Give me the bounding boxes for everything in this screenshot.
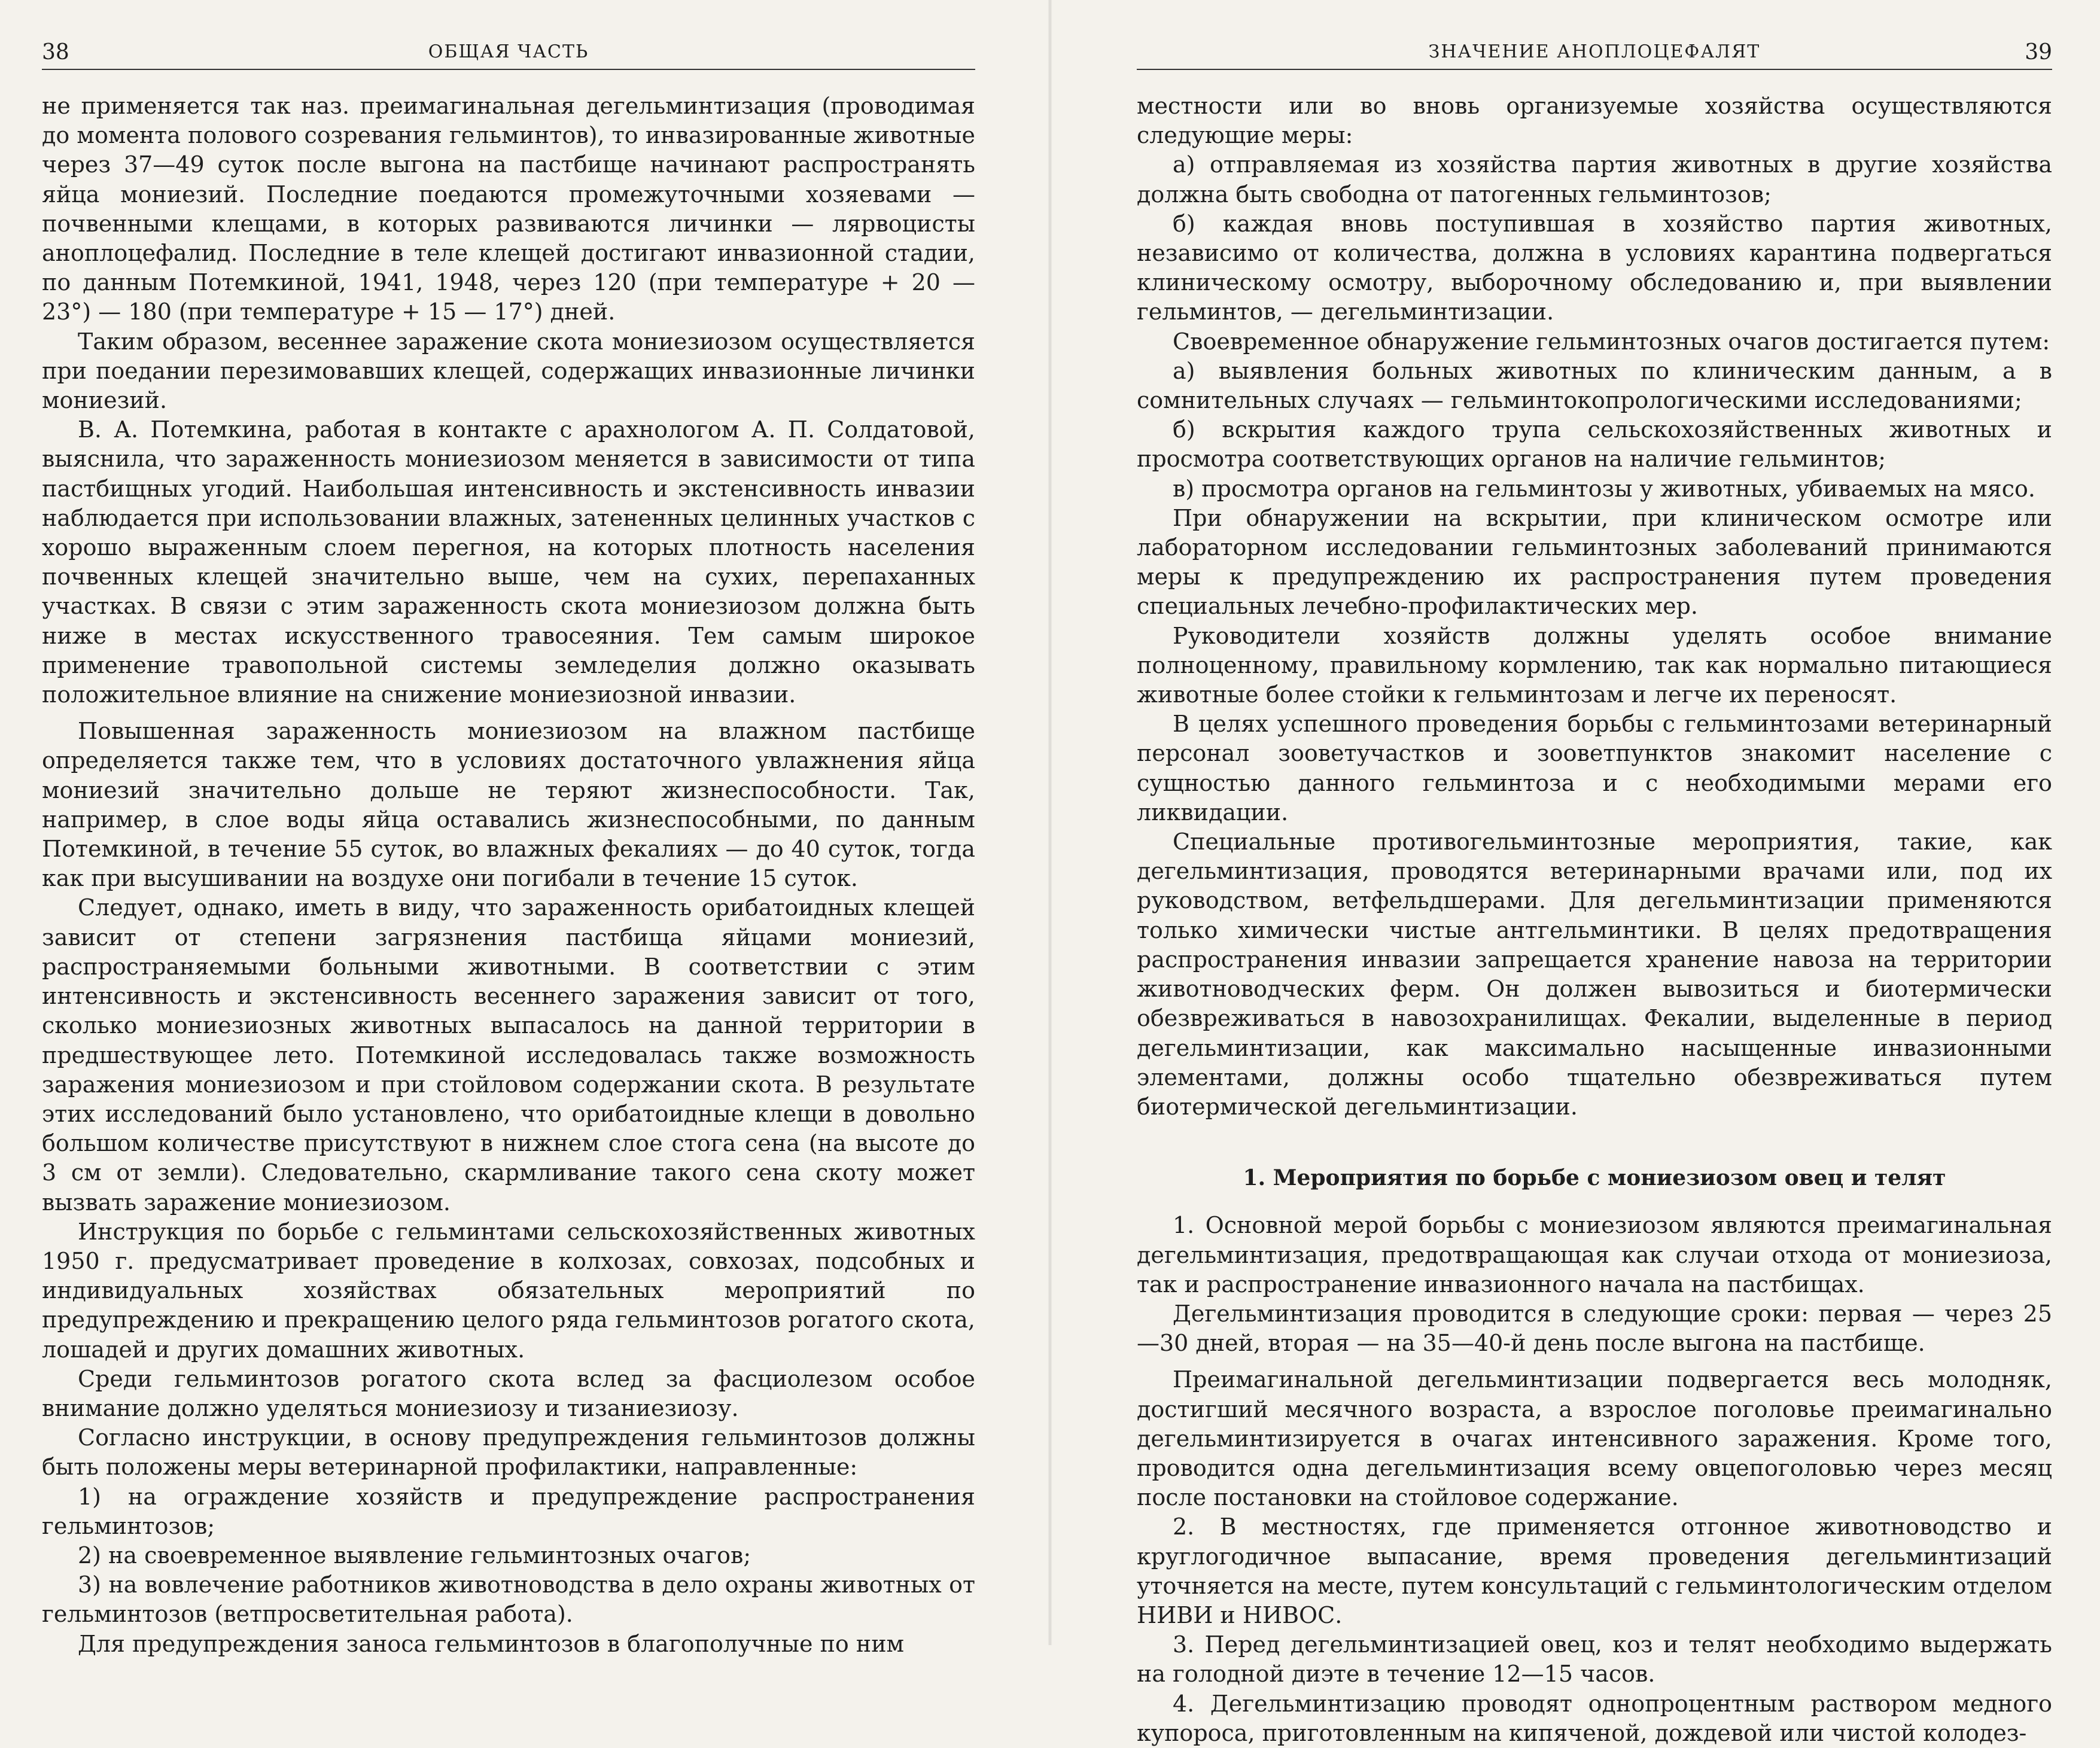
paragraph: Преимагинальной дегельминтизации подвергается весь молодняк, достигший месячного возраста, а взрослое поголовье преимагинально дегельминтизируется в очагах интенсивного заражения. Кроме того, проводится одна дегельминтизация всему овцепоголовью через месяц после постановки на стойловое содержание. [1137,1366,2052,1511]
paragraph: Для предупреждения заноса гельминтозов в благополучные по ним [78,1630,905,1657]
list-item: б) вскрытия каждого трупа сельскохозяйственных животных и просмотра соответствующих органов на наличие гельминтов; [1137,416,2052,473]
book-gutter [1048,0,1052,1645]
list-item: 3) на вовлечение работников животноводства в дело охраны животных от гельминтозов (ветпросветительная работа). [42,1572,975,1628]
paragraph: 4. Дегельминтизацию проводят однопроцентным раствором медного купороса, приготовленным на кипяченой, дождевой или чистой колодез- [1137,1690,2052,1746]
paragraph: не применяется так наз. преимагинальная дегельминтизация (проводимая до момента полового созревания гельминтов), то инвазированные животные через 37—49 суток после выгона на пастбище начинают распространять яйца мониезий. Последние поедаются промежуточными хозяевами — почвенными клещами, в которых развиваются личинки — лярвоцисты аноплоцефалид. Последние в теле клещей достигают инвазионной стадии, по данным Потемкиной, 1941, 1948, через 120 (при температуре + 20 — 23°) — 180 (при температуре + 15 — 17°) дней. [42,93,975,325]
paragraph: Руководители хозяйств должны уделять особое внимание полноценному, правильному кормлению, так как нормально питающиеся животные более стойки к гельминтозам и легче их переносят. [1137,622,2052,708]
list-item: в) просмотра органов на гельминтозы у животных, убиваемых на мясо. [1173,475,2035,502]
paragraph: 2. В местностях, где применяется отгонное животноводство и круглогодичное выпасание, время проведения дегельминтизаций уточняется на месте, путем консультаций с гельминтологическим отделом НИВИ и НИВОС. [1137,1513,2052,1628]
left-body-text [42,92,975,1659]
paragraph: При обнаружении на вскрытии, при клиническом осмотре или лабораторном исследовании гельминтозных заболеваний принимаются меры к предупреждению их распространения путем проведения специальных лечебно-профилактических мер. [1137,504,2052,620]
right-running-title: ЗНАЧЕНИЕ АНОПЛОЦЕФАЛЯТ [1428,41,1761,62]
paragraph: Своевременное обнаружение гельминтозных очагов достигается путем: [1173,328,2050,355]
paragraph: Повышенная зараженность мониезиозом на влажном пастбище определяется также тем, что в условиях достаточного увлажнения яйца мониезий значительно дольше не теряют жизнеспособности. Так, например, в слое воды яйца оставались жизнеспособными, по данным Потемкиной, в течение 55 суток, во влажных фекалиях — до 40 суток, тогда как при высушивании на воздухе они погибали в течение 15 суток. [42,718,975,892]
paragraph: 3. Перед дегельминтизацией овец, коз и телят необходимо выдержать на голодной диэте в течение 12—15 часов. [1137,1631,2052,1688]
paragraph: 1. Основной мерой борьбы с мониезиозом являются преимагинальная дегельминтизация, предотвращающая как случаи отхода от мониезиоза, так и распространение инвазионного начала на пастбищах. [1137,1212,2052,1298]
right-page [1137,33,2052,1748]
left-page [42,33,975,1659]
paragraph: В целях успешного проведения борьбы с гельминтозами ветеринарный персонал зооветучастков и зооветпунктов знакомит население с сущностью данного гельминтоза и с необходимыми мерами его ликвидации. [1137,711,2052,826]
section-heading: 1. Мероприятия по борьбе с мониезиозом овец и телят [1243,1165,1946,1191]
list-item: а) выявления больных животных по клиническим данным, а в сомнительных случаях — гельминтокопрологическими исследованиями; [1137,357,2052,414]
paragraph: местности или во вновь организуемые хозяйства осуществляются следующие меры: [1137,93,2052,149]
paragraph: Среди гельминтозов рогатого скота вслед за фасциолезом особое внимание должно уделяться мониезиозу и тизаниезиозу. [42,1365,975,1421]
paragraph: В. А. Потемкина, работая в контакте с арахнологом А. П. Солдатовой, выяснила, что зараженность мониезиозом меняется в зависимости от типа пастбищных угодий. Наибольшая интенсивность и экстенсивность инвазии наблюдается при использовании влажных, затененных целинных участков с хорошо выраженным слоем перегноя, на которых плотность населения почвенных клещей значительно выше, чем на сухих, перепаханных участках. В связи с этим зараженность скота мониезиозом должна быть ниже в местах искусственного травосеяния. Тем самым широкое применение травопольной системы земледелия должно оказывать положительное влияние на снижение мониезиозной инвазии. [42,416,975,708]
paragraph: Следует, однако, иметь в виду, что зараженность орибатоидных клещей зависит от степени загрязнения пастбища яйцами мониезий, распространяемыми больными животными. В соответствии с этим интенсивность и экстенсивность весеннего заражения зависит от того, сколько мониезиозных животных выпасалось на данной территории в предшествующее лето. Потемкиной исследовалась также возможность заражения мониезиозом и при стойловом содержании скота. В результате этих исследований было установлено, что орибатоидные клещи в довольно большом количестве присутствуют в нижнем слое стога сена (на высоте до 3 см от земли). Следовательно, скармливание такого сена скоту может вызвать заражение мониезиозом. [42,894,975,1216]
list-item: 2) на своевременное выявление гельминтозных очагов; [78,1542,751,1569]
paragraph: Дегельминтизация проводится в следующие сроки: первая — через 25—30 дней, вторая — на 35—40-й день после выгона на пастбище. [1137,1300,2052,1357]
left-page-number: 38 [42,40,69,65]
list-item: а) отправляемая из хозяйства партия животных в другие хозяйства должна быть свободна от патогенных гельминтозов; [1137,151,2052,208]
right-body-text [1137,92,2052,1748]
left-running-title: ОБЩАЯ ЧАСТЬ [428,41,589,62]
paragraph: Специальные противогельминтозные мероприятия, такие, как дегельминтизация, проводятся ветеринарными врачами или, под их руководством, ветфельдшерами. Для дегельминтизации применяются только химически чистые антгельминтики. В целях предотвращения распространения инвазии запрещается хранение навоза на территории животноводческих ферм. Он должен вывозиться и биотермически обезвреживаться в навозохранилищах. Фекалии, выделенные в период дегельминтизации, как максимально насыщенные инвазионными элементами, должны особо тщательно обезвреживаться путем биотермической дегельминтизации. [1137,829,2052,1120]
list-item: 1) на ограждение хозяйств и предупреждение распространения гельминтозов; [42,1483,975,1539]
paragraph: Согласно инструкции, в основу предупреждения гельминтозов должны быть положены меры ветеринарной профилактики, направленные: [42,1424,975,1481]
list-item: б) каждая вновь поступившая в хозяйство партия животных, независимо от количества, должна в условиях карантина подвергаться клиническому осмотру, выборочному обследованию и, при выявлении гельминтов, — дегельминтизации. [1137,210,2052,325]
paragraph: Таким образом, весеннее заражение скота мониезиозом осуществляется при поедании перезимовавших клещей, содержащих инвазионные личинки мониезий. [42,328,975,414]
paragraph: Инструкция по борьбе с гельминтами сельскохозяйственных животных 1950 г. предусматривает проведение в колхозах, совхозах, подсобных и индивидуальных хозяйствах обязательных мероприятий по предупреждению и прекращению целого ряда гельминтозов рогатого скота, лошадей и других домашних животных. [42,1218,975,1363]
left-running-head [42,33,975,70]
right-running-head [1137,33,2052,70]
right-page-number: 39 [2025,40,2052,65]
